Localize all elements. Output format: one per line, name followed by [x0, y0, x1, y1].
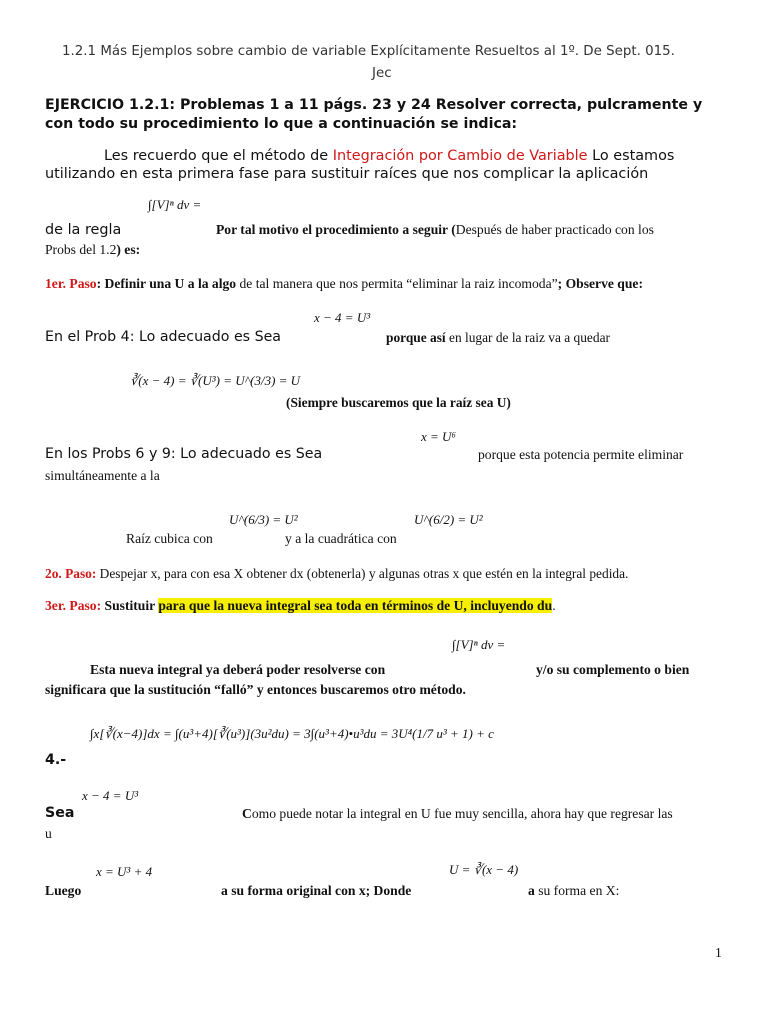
prob69-formula: x = U⁶ [421, 429, 456, 444]
de-la-regla: de la regla [45, 222, 122, 238]
por-tal-line: Por tal motivo el procedimiento a seguir (Después de haber practicado con los [216, 222, 654, 237]
prob4-note: (Siempre buscaremos que la raíz sea U) [286, 395, 511, 410]
luego-formula: x = U³ + 4 [96, 864, 153, 879]
exercise-line1: EJERCICIO 1.2.1: Problemas 1 a 11 págs. 23 y 24 Resolver correcta, pulcramente y [45, 97, 703, 113]
prob69-f1: U^(6/3) = U² [229, 512, 298, 527]
step2-label: 2o. Paso: [45, 566, 97, 581]
page-number: 1 [715, 945, 722, 960]
como-line: Como puede notar la integral en U fue muy sencilla, ahora hay que regresar las [242, 806, 673, 821]
nueva-line2: significara que la sustitución “falló” y entonces buscaremos otro método. [45, 682, 466, 697]
step3-highlight: para que la nueva integral sea toda en términos de U, incluyendo du [158, 598, 553, 613]
step3-line: 3er. Paso: Sustituir para que la nueva integral sea toda en términos de U, incluyendo du. [45, 598, 556, 613]
prob69-line: En los Probs 6 y 9: Lo adecuado es Sea [45, 446, 323, 462]
header-line2: Jec [372, 66, 392, 81]
formula-rule: ∫[V]ⁿ dv = [148, 197, 202, 212]
forma-original-text: a su forma original con x; Donde [221, 883, 412, 898]
header-line1: 1.2.1 Más Ejemplos sobre cambio de variable Explícitamente Resueltos al 1º. De Sept. 015. [62, 44, 675, 59]
sea-formula: x − 4 = U³ [82, 788, 139, 803]
nueva-line1-b: y/o su complemento o bien [536, 662, 690, 677]
step3-label: 3er. Paso: [45, 598, 102, 613]
u-line: u [45, 826, 52, 841]
solution-number: 4.- [45, 752, 67, 768]
intro-line2: utilizando en esta primera fase para sustituir raíces que nos complicar la aplicación [45, 166, 649, 182]
nueva-line1-a: Esta nueva integral ya deberá poder resolverse con [90, 662, 386, 677]
exercise-line2: con todo su procedimiento lo que a continuación se indica: [45, 116, 518, 132]
step1-line: 1er. Paso: Definir una U a la algo de tal manera que nos permita “eliminar la raiz incomoda”; Observe que: [45, 276, 643, 291]
prob69-f2: U^(6/2) = U² [414, 512, 483, 527]
prob4-porque: porque así en lugar de la raiz va a quedar [386, 330, 610, 345]
nueva-formula: ∫[V]ⁿ dv = [452, 637, 506, 652]
sea-label: Sea [45, 805, 75, 821]
step1-label: 1er. Paso [45, 276, 97, 291]
prob4-formula: x − 4 = U³ [314, 310, 371, 325]
probs-line: Probs del 1.2) es: [45, 242, 141, 257]
donde-formula: U = ∛(x − 4) [449, 862, 519, 877]
prob4-root-formula: ∛(x − 4) = ∛(U³) = U^(3/3) = U [130, 373, 301, 388]
cuadratica-text: y a la cuadrática con [285, 531, 397, 546]
prob69-simul: simultáneamente a la [45, 468, 160, 483]
raiz-cubica-text: Raíz cubica con [126, 531, 213, 546]
prob69-porque: porque esta potencia permite eliminar [478, 447, 684, 462]
integracion-highlight-text: Integración por Cambio de Variable [332, 148, 588, 164]
step2-line: 2o. Paso: Despejar x, para con esa X obtener dx (obtenerla) y algunas otras x que estén en la integral pedida. [45, 566, 629, 581]
solution-integral: ∫x[∛(x−4)]dx = ∫(u³+4)[∛(u³)](3u²du) = 3∫(u³+4)•u³du = 3U⁴(1/7 u³ + 1) + c [90, 726, 494, 741]
luego-label: Luego [45, 883, 82, 898]
prob4-line: En el Prob 4: Lo adecuado es Sea [45, 329, 282, 345]
intro-line1: Les recuerdo que el método de Integración por Cambio de Variable Lo estamos [104, 148, 675, 164]
forma-x-text: a su forma en X: [528, 883, 620, 898]
